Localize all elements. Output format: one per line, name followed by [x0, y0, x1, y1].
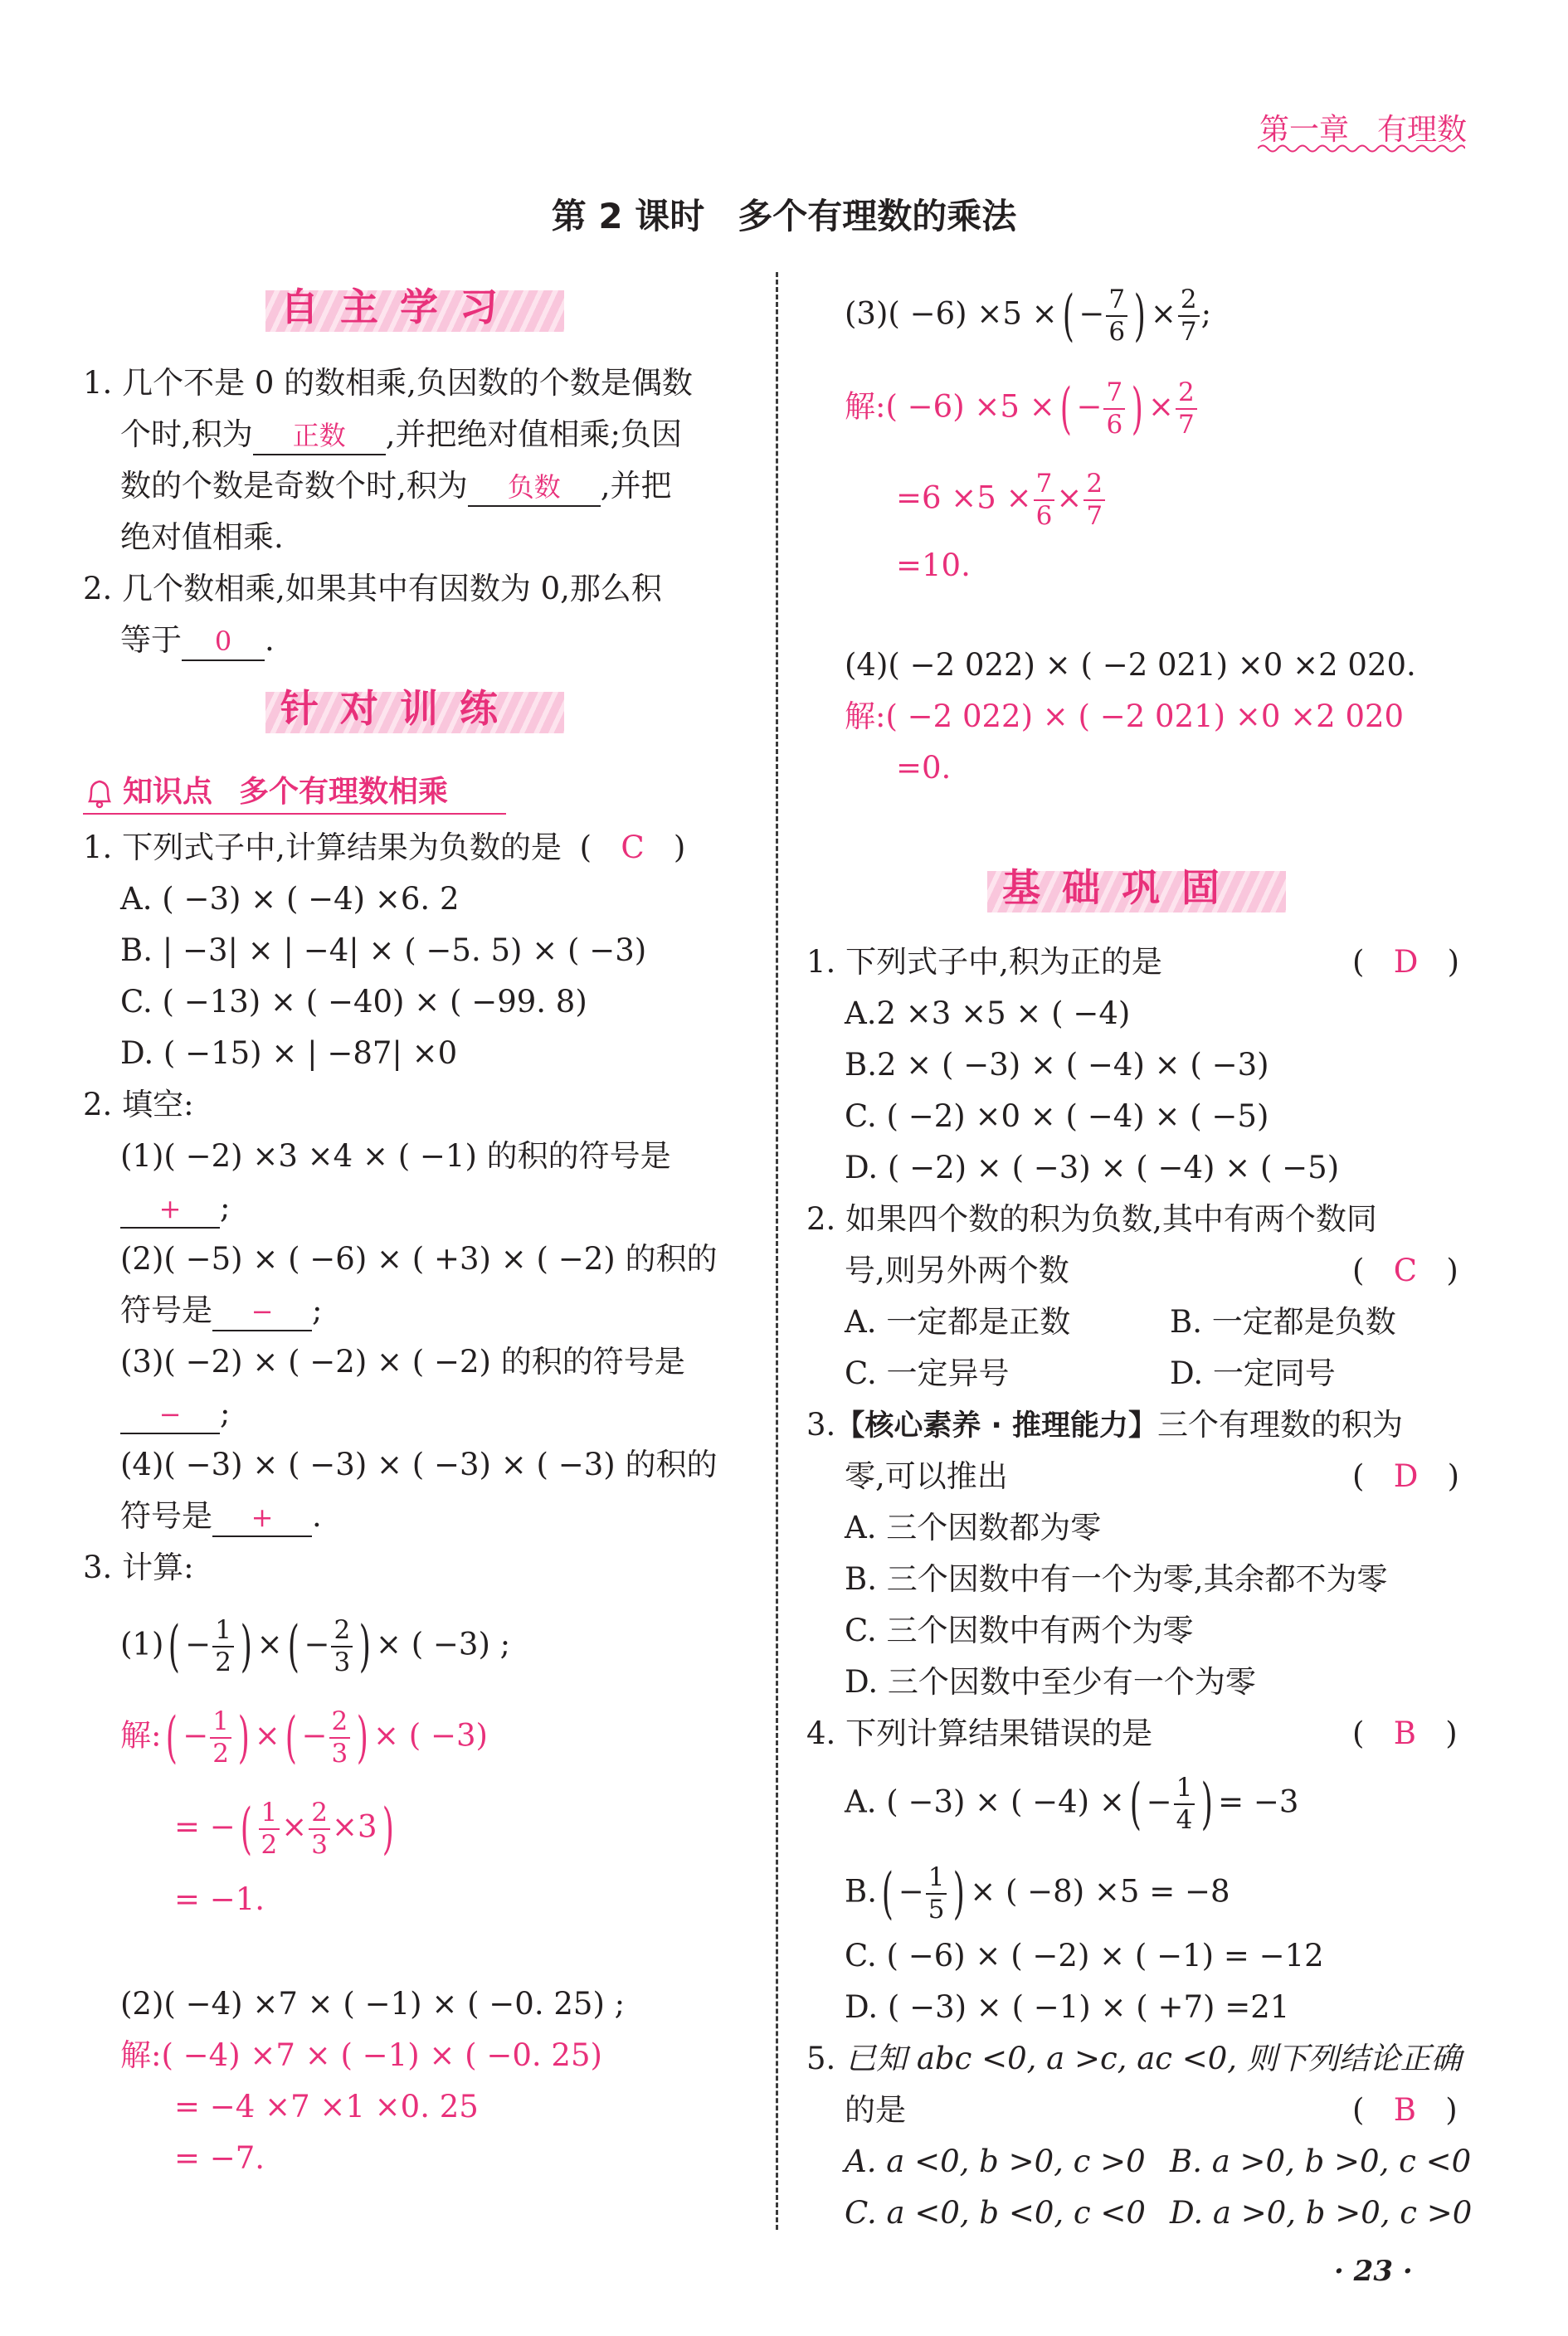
page-number: · 23 ·: [1334, 2255, 1413, 2288]
jichu-q5-answer: ( B ): [1352, 2092, 1458, 2128]
jichu-q4-option-b: B.( − $\frac{1}{5}$ ) × ( −8) ×5 = −8: [845, 1862, 1230, 1925]
answer-blank: 负数: [468, 469, 601, 507]
lesson-number: 第 2 课时: [551, 196, 705, 236]
jichu-q1-option-b: B.2 × ( −3) × ( −4) × ( −3): [845, 1047, 1269, 1083]
jichu-q5-option-d: D. a >0, b >0, c >0: [1170, 2195, 1473, 2231]
jichu-q2-option-a: A. 一定都是正数: [845, 1304, 1071, 1340]
q3-p4-solution-line2: =0.: [896, 750, 952, 786]
jichu-q2-option-c: C. 一定异号: [845, 1355, 1010, 1391]
zhendui-q2-p2: (2)( −5) × ( −6) × ( +3) × ( −2) 的积的: [120, 1241, 718, 1277]
jichu-q3-option-d: D. 三个因数中至少有一个为零: [845, 1664, 1256, 1700]
core-literacy-tag: 【核心素养 · 推理能力】: [835, 1409, 1157, 1443]
answer-blank: −: [120, 1396, 220, 1434]
q3-p2-solution-line1: 解:( −4) ×7 × ( −1) × ( −0. 25): [120, 2037, 602, 2073]
jichu-q1-answer: ( D ): [1352, 944, 1460, 980]
zizhu-q2-line2: 等于 0 .: [120, 619, 275, 662]
zhendui-q3-stem: 3. 计算:: [83, 1550, 194, 1585]
jichu-q4-option-c: C. ( −6) × ( −2) × ( −1) = −12: [845, 1938, 1324, 1973]
q3-p3-solution-line1: 解:( −6) ×5 ×( − $\frac{7}{6}$ ) × $\frac{2}{7}$: [845, 380, 1199, 438]
knowledge-point: 知识点 多个有理数相乘: [83, 771, 448, 813]
jichu-q4-answer: ( B ): [1352, 1716, 1458, 1751]
section-banner-zhendui: 针对训练: [265, 684, 564, 733]
zizhu-q2-line1: 2. 几个数相乘,如果其中有因数为 0,那么积: [83, 571, 662, 606]
q3-p2-expression: (2)( −4) ×7 × ( −1) × ( −0. 25) ;: [120, 1986, 626, 2022]
jichu-q3-option-c: C. 三个因数中有两个为零: [845, 1613, 1194, 1648]
q3-p2-solution-line3: = −7.: [174, 2140, 265, 2176]
zhendui-q2-p4: (4)( −3) × ( −3) × ( −3) × ( −3) 的积的: [120, 1447, 718, 1482]
jichu-q1-option-a: A.2 ×3 ×5 × ( −4): [845, 995, 1131, 1031]
answer-blank: +: [120, 1190, 220, 1229]
zizhu-q1-line1: 1. 几个不是 0 的数相乘,负因数的个数是偶数: [83, 365, 693, 401]
q3-p1-solution-line2: = −( $\frac{1}{2}$ × $\frac{2}{3}$ ×3): [174, 1797, 394, 1861]
answer-blank: 正数: [253, 417, 386, 455]
zhendui-q1-option-b: B. | −3| × | −4| × ( −5. 5) × ( −3): [120, 932, 647, 968]
jichu-q1-stem: 1. 下列式子中,积为正的是: [806, 944, 1162, 980]
jichu-q2-answer: ( C ): [1352, 1253, 1458, 1288]
jichu-q4-stem: 4. 下列计算结果错误的是: [806, 1716, 1153, 1751]
answer-blank: 0: [182, 623, 265, 661]
q3-p4-solution-line1: 解:( −2 022) × ( −2 021) ×0 ×2 020: [845, 698, 1405, 734]
section-banner-zizhu: 自主学习: [265, 282, 564, 332]
jichu-q5-option-c: C. a <0, b <0, c <0: [845, 2195, 1146, 2231]
zhendui-q2-p3: (3)( −2) × ( −2) × ( −2) 的积的符号是: [120, 1344, 685, 1380]
zhendui-q2-p1-answer: + ;: [120, 1186, 230, 1229]
q3-p1-solution-line1: 解:( − $\frac{1}{2}$ ) ×( − $\frac{2}{3}$ ) × ( −3): [120, 1706, 488, 1769]
bell-icon: [83, 776, 116, 810]
jichu-q5-line2: 的是: [845, 2092, 906, 2128]
jichu-q2-line2: 号,则另外两个数: [845, 1253, 1069, 1288]
jichu-q2-line1: 2. 如果四个数的积为负数,其中有两个数同: [806, 1201, 1377, 1237]
jichu-q3-line1: 3.【核心素养 · 推理能力】三个有理数的积为: [806, 1407, 1403, 1443]
lesson-topic: 多个有理数的乘法: [738, 196, 1017, 236]
q3-p2-solution-line2: = −4 ×7 ×1 ×0. 25: [174, 2089, 479, 2124]
q3-p3-expression: (3)( −6) ×5 ×( − $\frac{7}{6}$ ) × $\frac{2}{7}$ ;: [845, 284, 1212, 348]
q3-p3-solution-line3: =10.: [896, 548, 971, 583]
zizhu-q1-line4: 绝对值相乘.: [120, 519, 284, 555]
q3-p1-solution-line3: = −1.: [174, 1881, 265, 1917]
q3-p1-expression: (1)( − $\frac{1}{2}$ ) ×( − $\frac{2}{3}$ ) × ( −3) ;: [120, 1614, 511, 1678]
answer-choice: C: [621, 830, 645, 865]
zhendui-q2-p2-answer: 符号是 − ;: [120, 1289, 322, 1332]
answer-blank: +: [212, 1499, 312, 1537]
zizhu-q1-line2: 个时,积为 正数 ,并把绝对值相乘;负因: [120, 413, 682, 456]
zizhu-q1-line3: 数的个数是奇数个时,积为 负数 ,并把: [120, 465, 672, 508]
chapter-label: 第一章: [1259, 113, 1350, 147]
jichu-q2-option-b: B. 一定都是负数: [1170, 1304, 1396, 1340]
jichu-q3-option-b: B. 三个因数中有一个为零,其余都不为零: [845, 1561, 1388, 1597]
knowledge-point-underline: [83, 813, 506, 815]
jichu-q3-line2: 零,可以推出: [845, 1458, 1008, 1494]
page-title: [0, 189, 1568, 239]
jichu-q4-option-d: D. ( −3) × ( −1) × ( +7) =21: [845, 1989, 1290, 2025]
jichu-q3-option-a: A. 三个因数都为零: [845, 1510, 1102, 1545]
column-divider: [776, 272, 778, 2230]
chapter-title: 有理数: [1377, 113, 1468, 147]
zhendui-q2-p1: (1)( −2) ×3 ×4 × ( −1) 的积的符号是: [120, 1138, 671, 1174]
jichu-q3-answer: ( D ): [1352, 1458, 1460, 1494]
q3-p4-expression: (4)( −2 022) × ( −2 021) ×0 ×2 020.: [845, 647, 1416, 683]
q3-p3-solution-line2: =6 ×5 × $\frac{7}{6}$ × $\frac{2}{7}$: [896, 471, 1107, 529]
jichu-q4-option-a: A. ( −3) × ( −4) ×( − $\frac{1}{4}$ ) = −3: [845, 1772, 1299, 1836]
zhendui-q2-p4-answer: 符号是 + .: [120, 1495, 322, 1538]
zhendui-q2-stem: 2. 填空:: [83, 1087, 194, 1122]
wavy-underline-icon: [1258, 143, 1465, 154]
zhendui-q1-option-c: C. ( −13) × ( −40) × ( −99. 8): [120, 984, 587, 1020]
zhendui-q1-option-d: D. ( −15) × | −87| ×0: [120, 1035, 458, 1071]
jichu-q5-option-b: B. a >0, b >0, c <0: [1170, 2144, 1472, 2179]
zhendui-q1-option-a: A. ( −3) × ( −4) ×6. 2: [120, 881, 460, 917]
answer-blank: −: [212, 1293, 312, 1331]
jichu-q2-option-d: D. 一定同号: [1170, 1355, 1336, 1391]
jichu-q1-option-d: D. ( −2) × ( −3) × ( −4) × ( −5): [845, 1150, 1340, 1185]
zhendui-q1-stem: 1. 下列式子中,计算结果为负数的是 ( C ): [83, 830, 686, 865]
section-banner-jichu: 基础巩固: [987, 863, 1286, 912]
jichu-q1-option-c: C. ( −2) ×0 × ( −4) × ( −5): [845, 1098, 1269, 1134]
jichu-q5-line1: 5. 已知 abc <0, a >c, ac <0, 则下列结论正确: [806, 2041, 1462, 2076]
jichu-q5-option-a: A. a <0, b >0, c >0: [845, 2144, 1146, 2179]
zhendui-q2-p3-answer: − ;: [120, 1392, 230, 1435]
